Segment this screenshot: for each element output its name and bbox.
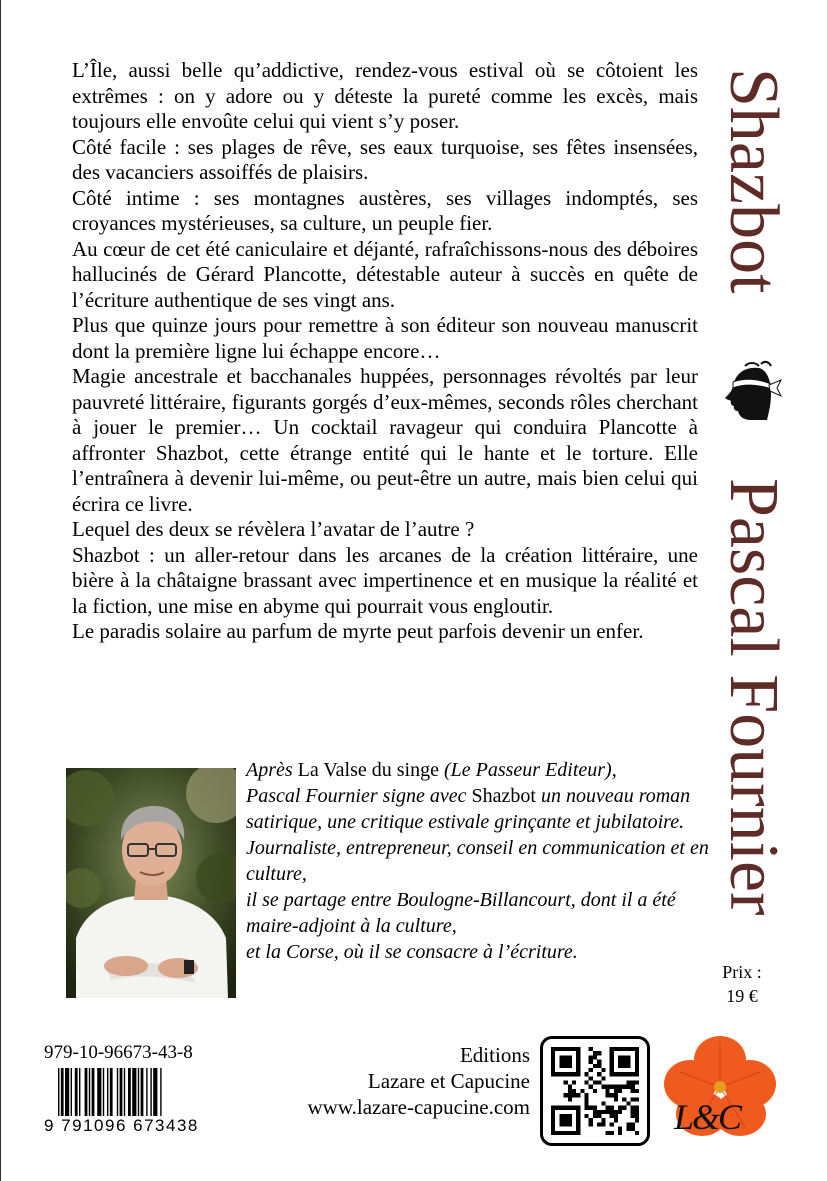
qr-module — [597, 1081, 601, 1085]
qr-module — [635, 1118, 639, 1122]
qr-module — [605, 1085, 609, 1089]
qr-module — [614, 1110, 618, 1114]
barcode-bar — [120, 1068, 123, 1116]
qr-module — [597, 1060, 601, 1064]
bio-text: Après — [246, 759, 298, 781]
qr-module — [568, 1093, 572, 1097]
blurb-paragraph: Au cœur de cet été caniculaire et déjanté, rafraîchissons-nous des déboires hallucinés de Gérard Plancotte, détestable auteur à succès en quête de l’écriture authentique de ses vingt ans. — [72, 236, 698, 312]
qr-module — [610, 1093, 614, 1097]
author-photo — [66, 768, 236, 998]
qr-module — [597, 1072, 601, 1076]
qr-module — [626, 1127, 630, 1131]
qr-module — [593, 1064, 597, 1068]
qr-module — [597, 1122, 601, 1126]
barcode-bar — [141, 1068, 144, 1116]
isbn: 979-10-96673-43-8 — [44, 1042, 193, 1063]
qr-module — [614, 1097, 618, 1101]
qr-module — [610, 1110, 614, 1114]
book-title-vertical: Shazbot — [715, 68, 792, 294]
author-name-vertical: Pascal Fournier — [715, 478, 792, 916]
blurb-paragraph: Shazbot : un aller-retour dans les arcanes de la création littéraire, une bière à la châtaigne brassant avec impertinence et en musique la réalité et la fiction, une mise en abyme qui pourrait vous engloutir. — [72, 542, 698, 618]
qr-module — [622, 1106, 626, 1110]
qr-module — [622, 1085, 626, 1089]
qr-module — [601, 1068, 605, 1072]
publisher-info — [262, 1042, 530, 1120]
qr-module — [593, 1055, 597, 1059]
qr-module — [635, 1131, 639, 1135]
barcode-bar — [85, 1068, 88, 1116]
qr-module — [614, 1089, 618, 1093]
qr-module — [610, 1106, 614, 1110]
blurb-paragraph: Côté facile : ses plages de rêve, ses eaux turquoise, ses fêtes insensées, des vacanciers assoiffés de plaisirs. — [72, 134, 698, 184]
qr-module — [631, 1110, 635, 1114]
barcode-bar — [124, 1068, 125, 1116]
page-left-border — [0, 0, 1, 1181]
qr-module — [618, 1055, 631, 1068]
qr-module — [610, 1131, 614, 1135]
qr-module — [589, 1047, 593, 1051]
qr-module — [618, 1106, 622, 1110]
barcode-bar — [107, 1068, 108, 1116]
qr-module — [585, 1106, 589, 1110]
barcode-digits: 9 791096 673438 — [44, 1116, 199, 1135]
qr-module — [601, 1085, 605, 1089]
qr-module — [593, 1106, 597, 1110]
qr-module — [593, 1110, 597, 1114]
blurb-paragraph: Lequel des deux se révèlera l’avatar de l’autre ? — [72, 517, 475, 541]
logo-letters: L&C — [674, 1097, 741, 1137]
qr-module — [593, 1051, 597, 1055]
qr-code[interactable] — [540, 1036, 650, 1146]
qr-module — [635, 1110, 639, 1114]
bio-text: Pascal Fournier signe avec — [246, 785, 472, 807]
qr-module — [589, 1118, 593, 1122]
qr-module — [572, 1081, 576, 1085]
qr-module — [568, 1089, 572, 1093]
barcode-bar — [103, 1068, 104, 1116]
bio-text: (Le Passeur Editeur), — [438, 759, 617, 781]
book-title-inline: Shazbot — [471, 785, 536, 807]
qr-module — [576, 1093, 580, 1097]
qr-module — [589, 1085, 593, 1089]
qr-module — [605, 1131, 609, 1135]
price — [712, 960, 772, 1008]
qr-module — [622, 1097, 626, 1101]
qr-module — [564, 1093, 568, 1097]
qr-module — [593, 1081, 597, 1085]
barcode-bar — [153, 1068, 157, 1116]
qr-module — [631, 1127, 635, 1131]
moor-head-icon — [715, 358, 783, 428]
qr-module — [589, 1060, 593, 1064]
qr-module — [635, 1106, 639, 1110]
qr-module — [593, 1114, 597, 1118]
qr-module — [589, 1122, 593, 1126]
qr-module — [631, 1081, 635, 1085]
qr-module — [597, 1110, 601, 1114]
barcode-bar — [79, 1068, 80, 1116]
author-bio — [246, 757, 712, 965]
qr-module — [601, 1118, 605, 1122]
qr-module — [635, 1097, 639, 1101]
qr-module — [626, 1085, 630, 1089]
bio-text: un nouveau roman satirique, une critique estivale grinçante et jubilatoire. — [246, 785, 691, 833]
qr-module — [601, 1101, 605, 1105]
barcode-bar — [61, 1068, 64, 1116]
qr-module — [635, 1081, 639, 1085]
qr-module — [618, 1110, 622, 1114]
qr-module — [605, 1089, 609, 1093]
qr-module — [605, 1093, 609, 1097]
barcode-bar — [110, 1068, 113, 1116]
qr-module — [631, 1097, 635, 1101]
qr-module — [585, 1072, 589, 1076]
qr-module — [626, 1081, 630, 1085]
qr-module — [597, 1064, 601, 1068]
qr-module — [631, 1085, 635, 1089]
qr-module — [618, 1131, 622, 1135]
price-value: 19 € — [726, 986, 758, 1006]
barcode-bar — [128, 1068, 131, 1116]
qr-module — [580, 1089, 584, 1093]
qr-module — [631, 1114, 635, 1118]
qr-module — [610, 1085, 614, 1089]
qr-module — [626, 1101, 630, 1105]
bio-paragraph: Journaliste, entrepreneur, conseil en communication et en culture, — [246, 837, 709, 885]
qr-module — [614, 1093, 618, 1097]
barcode-bar — [117, 1068, 118, 1116]
blurb-paragraph: Magie ancestrale et bacchanales huppées, personnages révoltés par leur pauvreté littéraire, figurants gorgés d’eux-mêmes, seconds rôles cherchant à jouer le premier… Un cocktail ravageur qui conduira Plancotte à affronter Shazbot, cette étrange entité qui le hante et le torture. Elle l’entraînera à devenir lui-même, ou peut-être un autre, mais bien celui qui écrira ce livre. — [72, 364, 698, 516]
barcode-bar — [150, 1068, 151, 1116]
qr-module — [626, 1122, 630, 1126]
qr-module — [585, 1114, 589, 1118]
publisher-url[interactable]: www.lazare-capucine.com — [307, 1095, 530, 1119]
qr-module — [631, 1089, 635, 1093]
qr-module — [635, 1089, 639, 1093]
qr-module — [601, 1110, 605, 1114]
barcode-bar — [58, 1068, 59, 1116]
qr-module — [614, 1118, 618, 1122]
qr-module — [589, 1106, 593, 1110]
barcode-bar — [138, 1068, 139, 1116]
qr-module — [589, 1055, 593, 1059]
publisher-logo — [660, 1032, 778, 1150]
qr-module — [572, 1093, 576, 1097]
qr-module — [618, 1085, 622, 1089]
qr-module — [614, 1085, 618, 1089]
qr-module — [610, 1114, 614, 1118]
blurb-paragraph: Le paradis solaire au parfum de myrte peut parfois devenir un enfer. — [72, 619, 644, 643]
qr-module — [589, 1076, 593, 1080]
qr-module — [635, 1114, 639, 1118]
qr-module — [618, 1089, 622, 1093]
qr-module — [614, 1114, 618, 1118]
qr-module — [568, 1097, 572, 1101]
barcode-bar — [160, 1068, 161, 1116]
previous-book-title: La Valse du singe — [297, 759, 439, 781]
qr-module — [593, 1089, 597, 1093]
blurb-paragraph: Plus que quinze jours pour remettre à son éditeur son nouveau manuscrit dont la première ligne lui échappe encore… — [72, 313, 698, 363]
qr-module — [610, 1122, 614, 1126]
blurb-paragraph: Côté intime : ses montagnes austères, ses villages indomptés, ses croyances mystérieuses, sa culture, un peuple fier. — [72, 185, 698, 235]
qr-module — [601, 1076, 605, 1080]
bio-paragraph: il se partage entre Boulogne-Billancourt, dont il a été maire-adjoint à la culture, — [246, 889, 676, 937]
back-cover-blurb — [72, 58, 698, 645]
qr-module — [564, 1081, 568, 1085]
qr-module — [585, 1101, 589, 1105]
bio-paragraph: et la Corse, où il se consacre à l’écriture. — [246, 941, 578, 963]
qr-module — [559, 1055, 572, 1068]
barcode-bar — [89, 1068, 90, 1116]
bio-paragraph — [246, 757, 712, 835]
qr-module — [585, 1097, 589, 1101]
barcode-bar — [75, 1068, 78, 1116]
barcode-bar — [132, 1068, 136, 1116]
qr-module — [605, 1106, 609, 1110]
barcode-bar — [92, 1068, 95, 1116]
qr-module — [568, 1085, 572, 1089]
qr-module — [601, 1122, 605, 1126]
qr-module — [605, 1110, 609, 1114]
barcode-bar — [65, 1068, 69, 1116]
qr-module — [559, 1114, 572, 1127]
qr-module — [585, 1081, 589, 1085]
qr-module — [589, 1068, 593, 1072]
qr-module — [618, 1127, 622, 1131]
barcode-bar — [146, 1068, 147, 1116]
qr-module — [631, 1122, 635, 1126]
publisher-line: Editions — [459, 1043, 530, 1067]
barcode-bar — [71, 1068, 72, 1116]
barcode-bar — [97, 1068, 101, 1116]
qr-module — [597, 1114, 601, 1118]
publisher-name: Lazare et Capucine — [367, 1069, 530, 1093]
price-label: Prix : — [722, 962, 762, 982]
qr-module — [585, 1093, 589, 1097]
qr-module — [631, 1106, 635, 1110]
qr-module — [597, 1051, 601, 1055]
qr-module — [572, 1089, 576, 1093]
blurb-paragraph: L’Île, aussi belle qu’addictive, rendez-vous estival où se côtoient les extrêmes : on y adore ou y déteste la pureté comme les excès, mais toujours elle envoûte celui qui vient s’y poser. — [72, 58, 698, 133]
